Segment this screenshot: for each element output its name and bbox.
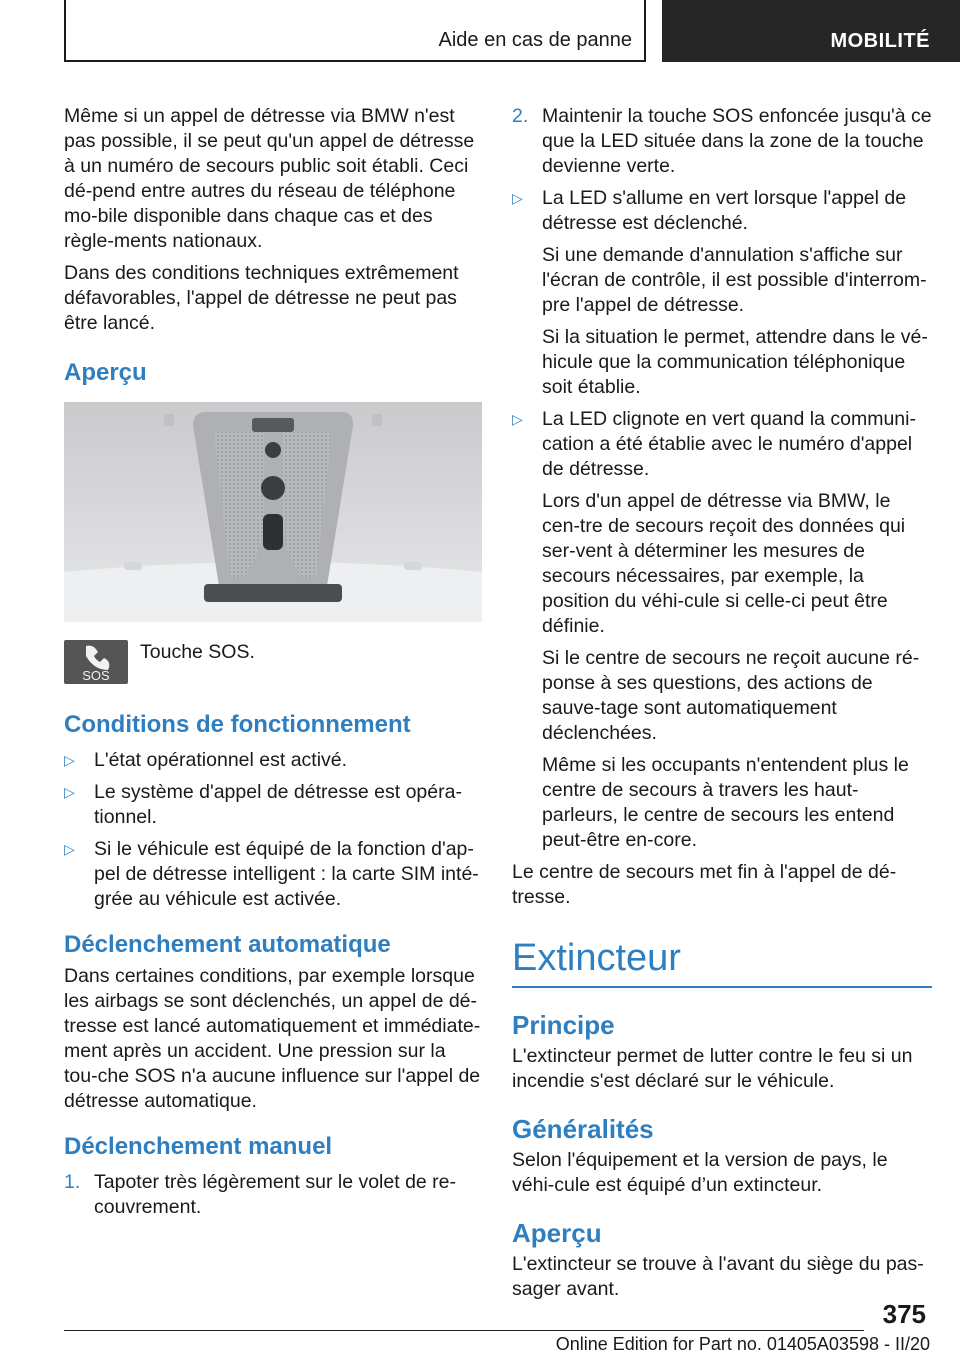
bullet-text: La LED s'allume en vert lorsque l'appel de détresse est déclenché. bbox=[542, 187, 907, 234]
step-number: 1. bbox=[64, 1171, 81, 1193]
conditions-heading: Conditions de fonctionnement bbox=[64, 711, 411, 738]
sos-legend bbox=[64, 640, 482, 688]
step-item bbox=[512, 104, 932, 179]
bullet-arrow-icon: ▷ bbox=[512, 190, 523, 206]
end-paragraph: Le centre de secours met fin à l'appel de dé-tresse. bbox=[512, 861, 897, 908]
apercu-text-2: L'extincteur se trouve à l'avant du siège du pas-sager avant. bbox=[512, 1253, 924, 1300]
header-section-title: Aide en cas de panne bbox=[438, 29, 632, 51]
step-text: Tapoter très légèrement sur le volet de re-couvrement. bbox=[94, 1171, 457, 1218]
condition-text: Si le véhicule est équipé de la fonction d'ap-pel de détresse intelligent : la carte SIM inté-grée au véhicule est activée. bbox=[94, 838, 479, 910]
condition-item bbox=[64, 837, 482, 912]
sub-paragraph: Lors d'un appel de détresse via BMW, le cen-tre de secours reçoit des données qui ser-vent à déterminer les mesures de secours nécessaires, par exemple, la position du véhi-cule si celle-ci peut être définie. bbox=[542, 490, 906, 637]
condition-text: Le système d'appel de détresse est opéra-tionnel. bbox=[94, 781, 462, 828]
generalites-text: Selon l'équipement et la version de pays, le véhi-cule est équipé d’un extincteur. bbox=[512, 1149, 888, 1196]
phone-sos-icon bbox=[64, 640, 128, 684]
sub-paragraph: Si le centre de secours ne reçoit aucune ré-ponse à ses questions, des actions de sauve-tage sont automatiquement déclenchées. bbox=[542, 647, 920, 744]
step-item bbox=[64, 1170, 482, 1220]
bullet-arrow-icon: ▷ bbox=[512, 411, 523, 427]
condition-text: L'état opérationnel est activé. bbox=[94, 749, 348, 771]
apercu-heading: Aperçu bbox=[64, 359, 147, 386]
sub-paragraph: Si la situation le permet, attendre dans le vé-hicule que la communication téléphonique soit établie. bbox=[542, 326, 928, 398]
svg-text:SOS: SOS bbox=[82, 668, 110, 683]
led-green-item bbox=[512, 186, 932, 236]
sub-paragraph: Même si les occupants n'entendent plus le centre de secours à travers les haut-parleurs, le centre de secours les entend peut-être en-core. bbox=[542, 754, 909, 851]
bullet-arrow-icon: ▷ bbox=[64, 784, 75, 800]
overhead-console-illustration bbox=[64, 402, 482, 622]
header-chapter-title: MOBILITÉ bbox=[830, 30, 930, 52]
condition-item bbox=[64, 780, 482, 830]
header-chapter-box bbox=[662, 0, 960, 62]
sos-icon bbox=[64, 640, 128, 684]
bullet-text: La LED clignote en vert quand la communi-cation a été établie avec le numéro d'appel de détresse. bbox=[542, 408, 916, 480]
auto-trigger-heading: Déclenchement automatique bbox=[64, 931, 391, 958]
overhead-console-photo bbox=[64, 402, 482, 622]
page-number: 375 bbox=[882, 1299, 926, 1329]
conditions-paragraph: Dans des conditions techniques extrêmement défavorables, l'appel de détresse ne peut pas être lancé. bbox=[64, 262, 459, 334]
edition-note: Online Edition for Part no. 01405A03598 - II/20 bbox=[555, 1334, 930, 1354]
step-number: 2. bbox=[512, 105, 529, 127]
led-blink-item bbox=[512, 407, 932, 482]
principe-text: L'extincteur permet de lutter contre le feu si un incendie s'est déclaré sur le véhicule. bbox=[512, 1045, 913, 1092]
principe-heading: Principe bbox=[512, 1010, 615, 1040]
right-column bbox=[512, 104, 932, 1309]
bullet-arrow-icon: ▷ bbox=[64, 841, 75, 857]
sos-caption: Touche SOS. bbox=[140, 641, 255, 663]
auto-trigger-text: Dans certaines conditions, par exemple lorsque les airbags se sont déclenchés, un appel de dé-tresse est lancé automatiquement et immédiate-ment après un accident. Une pression sur la tou-che SOS n'a aucune influence sur l'appel de détresse automatique. bbox=[64, 965, 481, 1112]
step-text: Maintenir la touche SOS enfoncée jusqu'à ce que la LED située dans la zone de la touche devienne verte. bbox=[542, 105, 932, 177]
footer-divider bbox=[64, 1330, 864, 1331]
sub-paragraph: Si une demande d'annulation s'affiche sur l'écran de contrôle, il est possible d'interrom-pre l'appel de détresse. bbox=[542, 244, 927, 316]
apercu-heading-2: Aperçu bbox=[512, 1218, 602, 1248]
bullet-arrow-icon: ▷ bbox=[64, 752, 75, 768]
condition-item bbox=[64, 748, 482, 773]
intro-paragraph: Même si un appel de détresse via BMW n'est pas possible, il se peut qu'un appel de détresse à un numéro de secours public soit établi. Ceci dé-pend entre autres du réseau de téléphone mo-bile disponible dans chaque cas et des règle-ments nationaux. bbox=[64, 105, 475, 252]
extincteur-heading: Extincteur bbox=[512, 936, 932, 988]
header-section-box bbox=[64, 0, 646, 62]
left-column bbox=[64, 104, 482, 1227]
manual-trigger-heading: Déclenchement manuel bbox=[64, 1133, 333, 1160]
generalites-heading: Généralités bbox=[512, 1114, 654, 1144]
